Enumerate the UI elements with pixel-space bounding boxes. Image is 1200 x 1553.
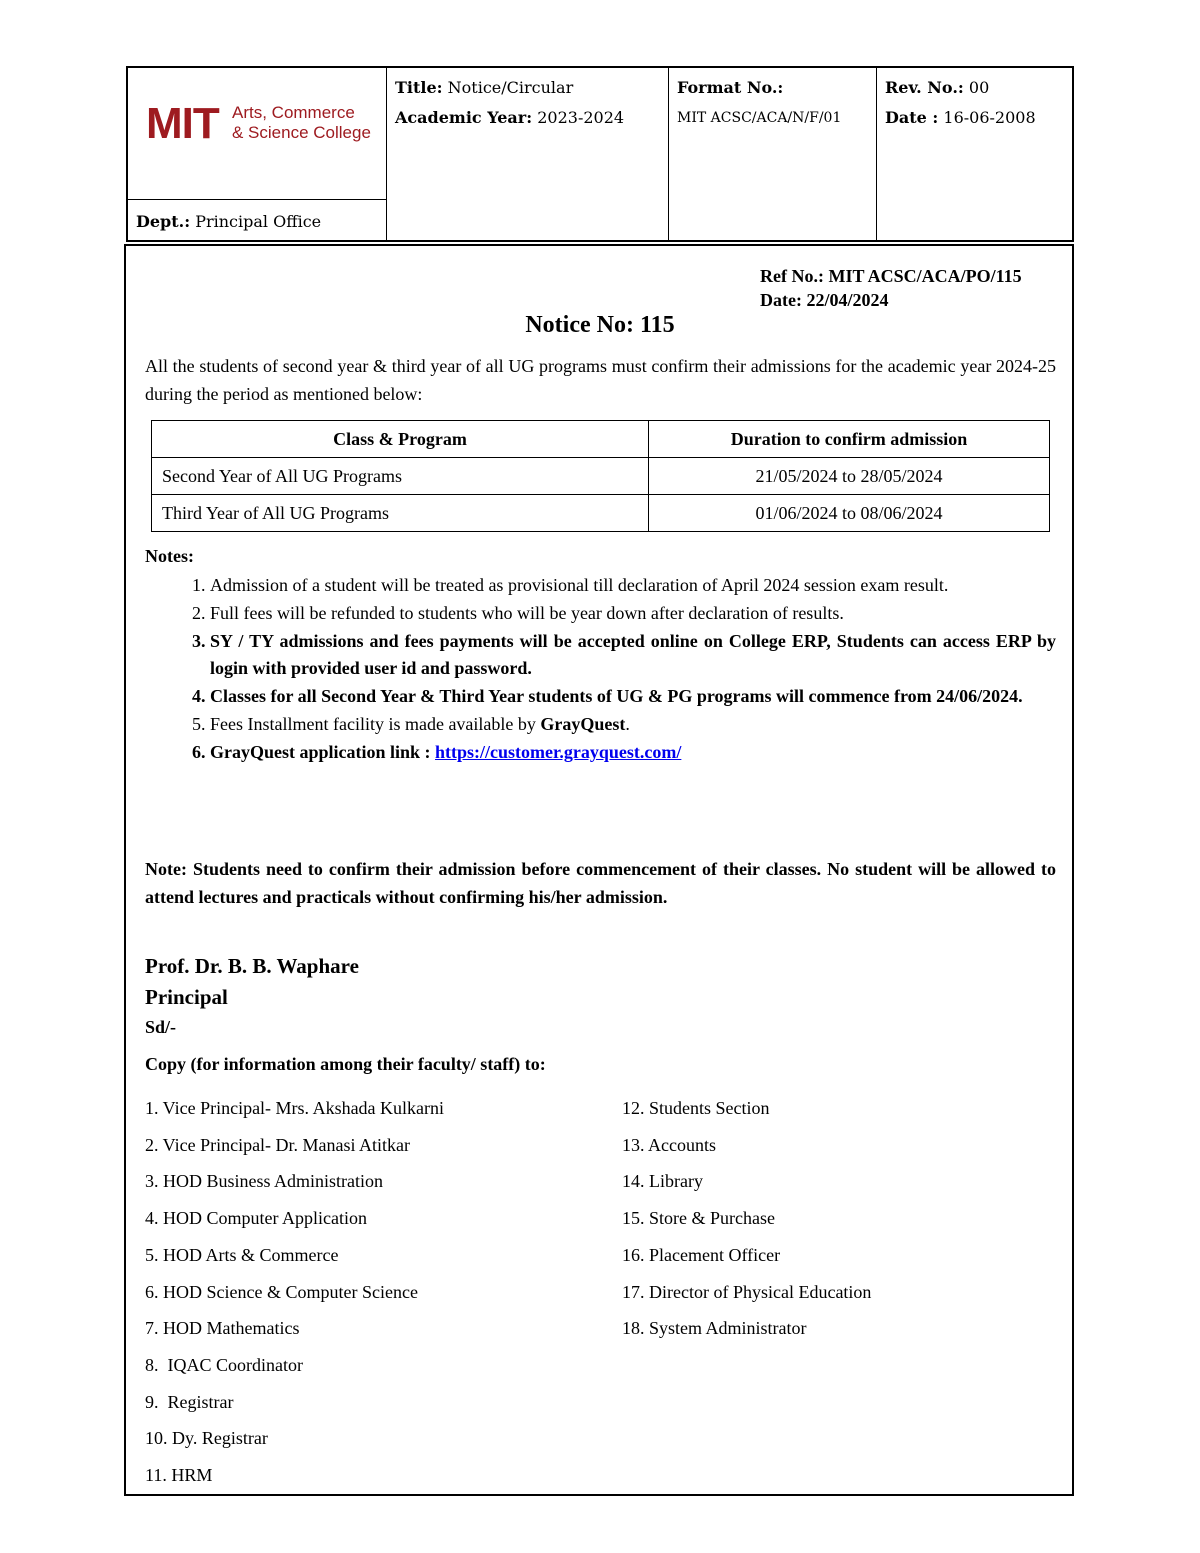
copy-list-right [622,1090,871,1347]
list-item: 10. Dy. Registrar [145,1428,268,1449]
title-field [395,78,660,98]
list-item: 1. Vice Principal- Mrs. Akshada Kulkarni [145,1098,445,1118]
table-row [152,458,1050,495]
table-cell-class: Second Year of All UG Programs [152,458,649,495]
list-item: 4. Classes for all Second Year & Third Year students of UG & PG programs will commence from 24/06/2024. [210,683,1056,710]
list-item: 12. Students Section [622,1098,770,1118]
list-item: 16. Placement Officer [622,1244,781,1265]
notice-title: Notice No: 115 [525,312,675,338]
rev-label: Rev. No.: [885,78,964,97]
signatory-role: Principal [145,985,228,1009]
title-value: Notice/Circular [447,78,574,97]
revision-date-field [885,108,1064,128]
list-item: 18. System Administrator [622,1318,807,1339]
note-5-end: . [625,714,630,734]
header-logo-column [128,68,386,240]
list-item: 4. HOD Computer Application [145,1208,367,1229]
copy-heading: Copy (for information among their faculty/ staff) to: [145,1054,546,1074]
final-note: Note: Students need to confirm their admission before commencement of their classes. No student will be allowed to attend lectures and practicals without confirming his/her admission. [145,859,1056,907]
list-item: 3. HOD Business Administration [145,1171,384,1192]
title-label: Title: [395,78,443,97]
grayquest-link[interactable]: https://customer.grayquest.com/ [435,742,682,762]
copy-list-left [145,1090,444,1494]
list-item: 9. Registrar [145,1391,234,1412]
notes-list [145,572,1056,767]
logo-text [232,103,371,143]
college-logo [128,68,386,200]
dept-label: Dept.: [136,212,191,231]
header-title-column [386,68,668,240]
revision-field [885,78,1064,98]
rev-date-label: Date : [885,108,939,127]
list-item: 2. Full fees will be refunded to students who will be year down after declaration of results. [210,600,1056,627]
table-header-row [152,421,1050,458]
signatory-name: Prof. Dr. B. B. Waphare [145,954,359,978]
logo-mark: MIT [146,99,219,148]
header-format-column [668,68,876,240]
format-label: Format No.: [677,78,784,97]
table-header-duration: Duration to confirm admission [649,421,1050,458]
academic-year-field [395,108,660,128]
table-row [152,495,1050,532]
department-field [136,212,321,231]
list-item: 17. Director of Physical Education [622,1281,872,1302]
note-6-text: GrayQuest application link : [210,742,436,762]
list-item: 6. HOD Science & Computer Science [145,1281,418,1302]
list-item: 1. Admission of a student will be treated as provisional till declaration of April 2024 session exam result. [210,572,1056,599]
note-5-text: Fees Installment facility is made available by [210,714,541,734]
list-item: 13. Accounts [622,1134,716,1155]
list-item: 3. SY / TY admissions and fees payments will be accepted online on College ERP, Students can access ERP by login with provided user id and password. [210,628,1056,682]
list-item: 15. Store & Purchase [622,1208,775,1229]
list-item: 14. Library [622,1171,703,1192]
document-header [126,66,1074,242]
reference-block [760,264,1022,312]
signed-mark: Sd/- [145,1017,177,1037]
table-cell-class: Third Year of All UG Programs [152,495,649,532]
table-cell-duration: 21/05/2024 to 28/05/2024 [649,458,1050,495]
list-item: 8. IQAC Coordinator [145,1354,303,1375]
list-item: 5. HOD Arts & Commerce [145,1244,339,1265]
reference-number: Ref No.: MIT ACSC/ACA/PO/115 [760,266,1022,286]
intro-paragraph: All the students of second year & third year of all UG programs must confirm their admissions for the academic year 2024-25 during the period as mentioned below: [145,356,1056,404]
academic-year-value: 2023-2024 [537,108,625,127]
list-item [210,739,1056,766]
list-item: 2. Vice Principal- Dr. Manasi Atitkar [145,1134,411,1155]
logo-line-1: Arts, Commerce [232,103,355,122]
note-5-brand: GrayQuest [540,714,626,734]
rev-date-value: 16-06-2008 [943,108,1036,127]
header-revision-column [876,68,1072,240]
table-header-class: Class & Program [152,421,649,458]
notes-heading: Notes: [145,546,194,566]
list-item: 11. HRM [145,1465,213,1486]
admission-schedule-table [151,420,1050,532]
table-cell-duration: 01/06/2024 to 08/06/2024 [649,495,1050,532]
dept-value: Principal Office [195,212,322,231]
notice-date: Date: 22/04/2024 [760,290,889,310]
rev-value: 00 [968,78,990,97]
academic-year-label: Academic Year: [395,108,533,127]
list-item: 7. HOD Mathematics [145,1318,300,1339]
format-value: MIT ACSC/ACA/N/F/01 [677,110,842,126]
list-item [210,711,1056,738]
logo-line-2: & Science College [232,123,371,142]
